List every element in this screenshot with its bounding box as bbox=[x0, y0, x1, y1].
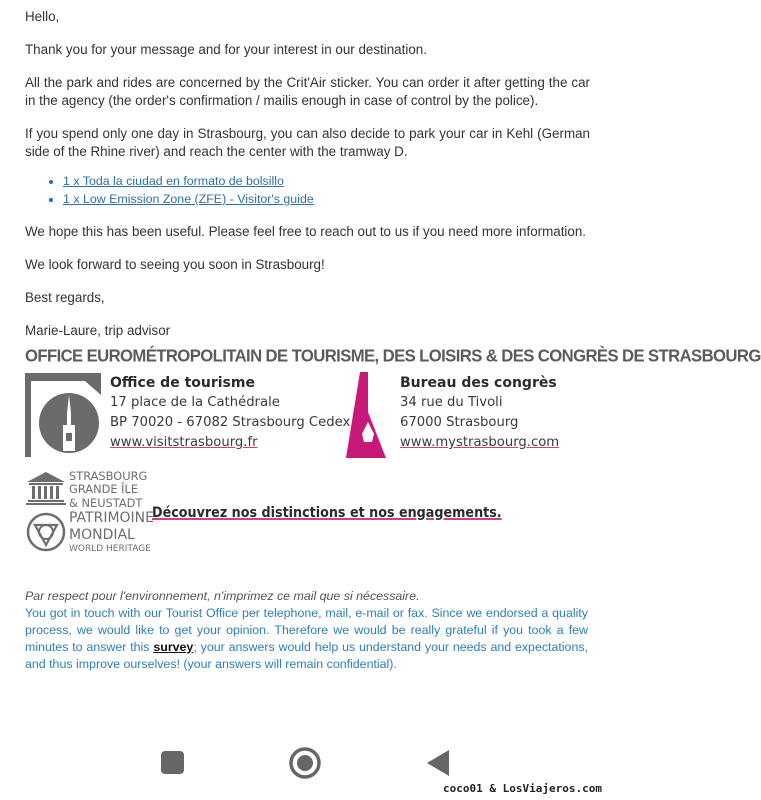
congress-bureau-block bbox=[400, 373, 559, 453]
message-paragraph: We look forward to seeing you soon in Strasbourg! bbox=[25, 257, 325, 272]
tourism-office-heading: Office de tourisme bbox=[110, 375, 255, 391]
environment-notice: Par respect pour l'environnement, n'imprimez ce mail que si nécessaire. bbox=[25, 589, 420, 603]
low-emission-zone-link[interactable]: 1 x Low Emission Zone (ZFE) - Visitor's guide bbox=[63, 191, 314, 206]
list-item bbox=[63, 173, 590, 191]
android-navigation-bar bbox=[0, 740, 612, 785]
survey-request: You got in touch with our Tourist Office per telephone, mail, e-mail or fax. Since we endorsed a quality process, we would like to get your opinion. Therefore we would be really grateful if you took a few minutes to answer this survey; your answers would help us understand your needs and expectations, and thus improve ourselves! (your answers will remain confidential). bbox=[25, 606, 588, 671]
message-paragraph: Thank you for your message and for your interest in our destination. bbox=[25, 42, 427, 57]
congress-bureau-address: 34 rue du Tivoli bbox=[400, 395, 503, 410]
home-circle-icon[interactable] bbox=[288, 746, 322, 780]
email-footer bbox=[25, 588, 588, 673]
pocket-guide-link[interactable]: 1 x Toda la ciudad en formato de bolsillo bbox=[63, 174, 284, 188]
list-item bbox=[63, 191, 590, 209]
world-heritage-emblem-icon bbox=[26, 511, 66, 553]
greeting: Hello, bbox=[25, 9, 60, 24]
signature-title: OFFICE EUROMÉTROPOLITAIN DE TOURISME, DES LOISIRS & DES CONGRÈS DE STRASBOURG bbox=[25, 345, 761, 366]
closing: Best regards, bbox=[25, 290, 105, 305]
tourism-office-address: 17 place de la Cathédrale bbox=[110, 395, 280, 410]
recents-square-icon[interactable] bbox=[160, 750, 186, 776]
tourism-office-block bbox=[110, 373, 350, 453]
sender-name: Marie-Laure, trip advisor bbox=[25, 323, 171, 338]
message-paragraph: We hope this has been useful. Please feel free to reach out to us if you need more information. bbox=[25, 224, 587, 239]
message-paragraph: All the park and rides are concerned by the Crit'Air sticker. You can order it after getting the car in the agency (the order's confirmation / mailis enough in case of control by the police). bbox=[25, 75, 590, 108]
message-paragraph: If you spend only one day in Strasbourg, you can also decide to park your car in Kehl (German side of the Rhine river) and reach the center with the tramway D. bbox=[25, 126, 590, 159]
congress-website-link[interactable]: www.mystrasbourg.com bbox=[400, 435, 560, 450]
survey-link[interactable]: survey bbox=[153, 640, 194, 654]
congress-bureau-postal: 67000 Strasbourg bbox=[400, 415, 519, 430]
attachment-link-list bbox=[25, 173, 590, 208]
distinctions-link[interactable]: Découvrez nos distinctions et nos engagements. bbox=[152, 505, 502, 521]
congress-bureau-logo bbox=[346, 372, 392, 458]
unesco-temple-icon bbox=[26, 471, 66, 505]
unesco-heritage-label: STRASBOURG GRANDE ÎLE & NEUSTADT PATRIMOINE MONDIAL WORLD HERITAGE bbox=[69, 469, 154, 555]
tourism-website-link[interactable]: www.visitstrasbourg.fr bbox=[110, 435, 258, 450]
back-triangle-icon[interactable] bbox=[425, 749, 451, 777]
email-body bbox=[25, 8, 590, 340]
watermark-text: coco01 & LosViajeros.com bbox=[443, 782, 602, 795]
tourism-office-logo bbox=[25, 373, 101, 457]
congress-bureau-heading: Bureau des congrès bbox=[400, 375, 557, 391]
tourism-office-postal: BP 70020 - 67082 Strasbourg Cedex bbox=[110, 415, 351, 430]
